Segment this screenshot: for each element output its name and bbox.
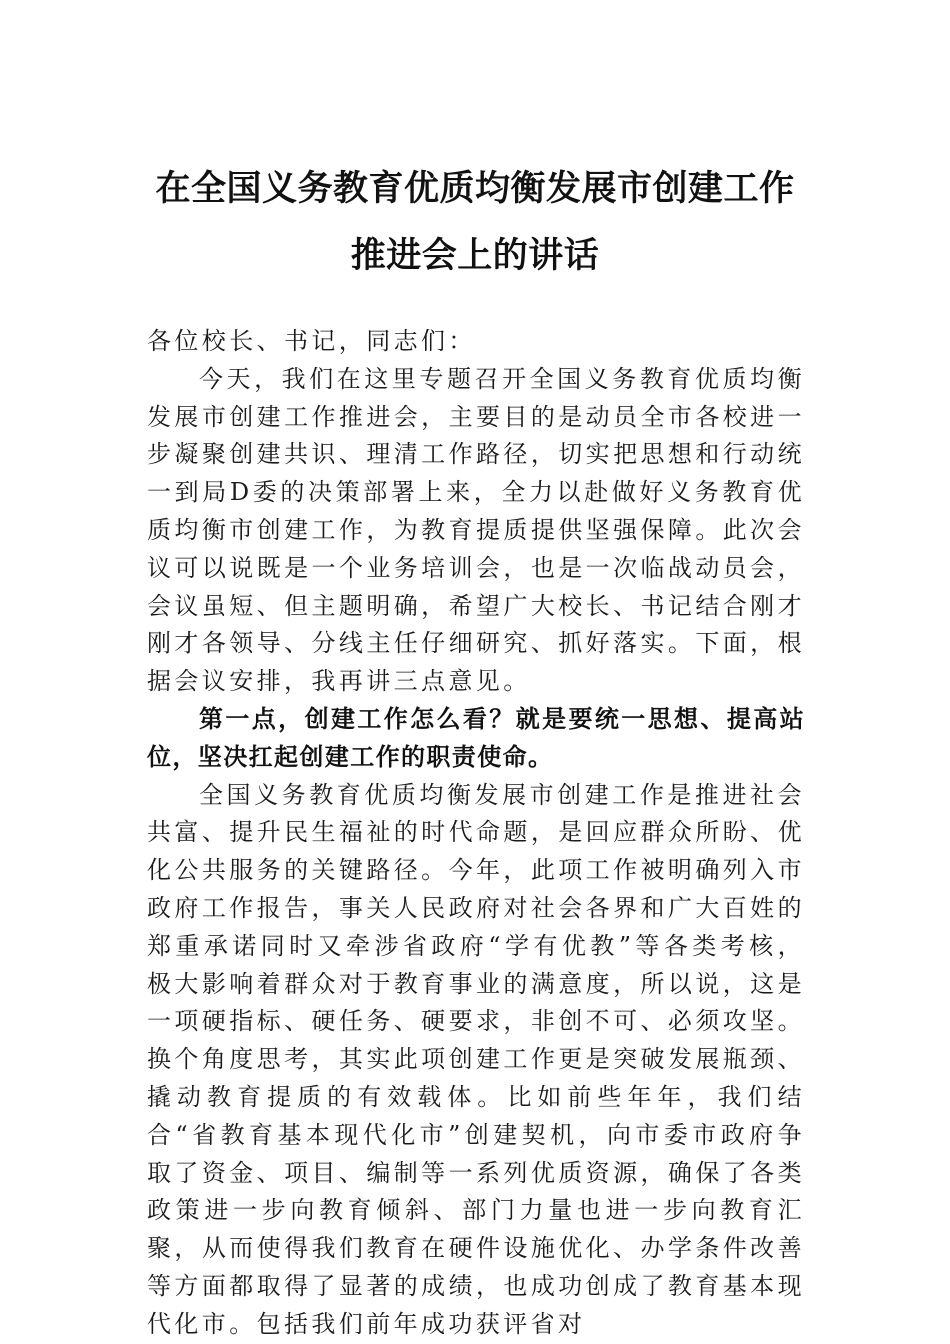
document-body <box>147 323 805 1344</box>
document-title-line-2: 推进会上的讲话 <box>350 235 600 276</box>
paragraph-section-1: 全国义务教育优质均衡发展市创建工作是推进社会共富、提升民生福祉的时代命题，是回应群众所盼、优化公共服务的关键路径。今年，此项工作被明确列入市政府工作报告，事关人民政府对社会各界和广大百姓的郑重承诺同时又牵涉省政府“学有优教”等各类考核，极大影响着群众对于教育事业的满意度，所以说，这是一项硬指标、硬任务、硬要求，非创不可、必须攻坚。换个角度思考，其实此项创建工作更是突破发展瓶颈、撬动教育提质的有效载体。比如前些年年，我们结合“省教育基本现代化市”创建契机，向市委市政府争取了资金、项目、编制等一系列优质资源，确保了各类政策进一步向教育倾斜、部门力量也进一步向教育汇聚，从而使得我们教育在硬件设施优化、办学条件改善等方面都取得了显著的成绩，也成功创成了教育基本现代化市。包括我们前年成功获评省对 <box>147 780 805 1338</box>
paragraph-opening: 今天，我们在这里专题召开全国义务教育优质均衡发展市创建工作推进会，主要目的是动员全市各校进一步凝聚创建共识、理清工作路径，切实把思想和行动统一到局D委的决策部署上来，全力以赴做好义务教育优质均衡市创建工作，为教育提质提供坚强保障。此次会议可以说既是一个业务培训会，也是一次临战动员会，会议虽短、但主题明确，希望广大校长、书记结合刚才刚才各领导、分线主任仔细研究、抓好落实。下面，根据会议安排，我再讲三点意见。 <box>147 364 805 696</box>
section-heading-1: 第一点，创建工作怎么看？就是要统一思想、提高站位，坚决扛起创建工作的职责使命。 <box>147 704 805 771</box>
document-title-line-1: 在全国义务教育优质均衡发展市创建工作 <box>155 168 795 209</box>
salutation: 各位校长、书记，同志们： <box>147 327 476 355</box>
